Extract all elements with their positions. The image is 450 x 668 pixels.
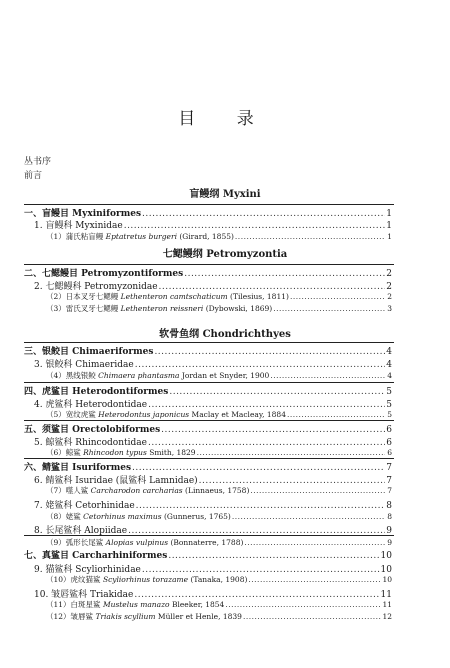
entry-title xyxy=(24,473,198,485)
entry-title xyxy=(24,599,224,610)
toc-entry-species[interactable] xyxy=(24,447,392,459)
entry-title xyxy=(24,279,158,291)
entry-latin-name: Triakis scyllium xyxy=(95,612,156,621)
entry-author: (Tanaka, 1908) xyxy=(188,575,248,584)
entry-latin-name: Chimaera phantasma xyxy=(98,371,180,380)
entry-name: （2）日本叉牙七鳃鳗 xyxy=(46,292,121,301)
entry-author: (Tilesius, 1811) xyxy=(227,292,289,301)
entry-name: （7）噬人鲨 xyxy=(46,486,91,495)
page-number: 4 xyxy=(386,347,392,356)
entry-title xyxy=(24,291,289,302)
entry-latin-name: Carcharodon carcharias xyxy=(90,486,183,495)
toc-entry-species[interactable] xyxy=(24,599,392,611)
entry-title xyxy=(24,218,123,230)
entry-latin-name: Rhincodon typus xyxy=(83,448,147,457)
entry-title xyxy=(24,357,134,369)
dot-leader xyxy=(184,269,385,278)
dot-leader xyxy=(161,425,385,434)
entry-name: 四、虎鲨目 Heterodontiformes xyxy=(24,387,169,396)
entry-name: 1. 盲鳗科 Myxinidae xyxy=(34,221,123,230)
entry-name: 9. 猫鲨科 Scyliorhinidae xyxy=(34,565,141,574)
entry-author: Müller et Henle, 1839 xyxy=(155,612,242,621)
dot-leader xyxy=(124,221,385,230)
section-divider xyxy=(24,342,394,343)
toc-entry-family[interactable] xyxy=(24,397,392,409)
page-number: 11 xyxy=(380,590,392,599)
entry-title xyxy=(24,303,272,314)
entry-name: 10. 皱唇鲨科 Triakidae xyxy=(34,590,134,599)
toc-entry-order[interactable] xyxy=(24,384,392,396)
entry-name: 5. 鲸鲨科 Rhincodontidae xyxy=(34,438,147,447)
entry-name: 7. 姥鲨科 Cetorhinidae xyxy=(34,501,135,510)
page-number: 9 xyxy=(386,526,392,535)
class-heading: 七鳃鳗纲 Petromyzontia xyxy=(162,249,288,260)
dot-leader xyxy=(168,551,379,560)
entry-latin-name: Heterodontus japonicus xyxy=(98,410,190,419)
entry-name: 七、真鲨目 Carcharhiniformes xyxy=(24,551,168,560)
page-number: 5 xyxy=(387,410,392,419)
entry-author: (Gunnerus, 1765) xyxy=(161,512,231,521)
entry-author: Maclay et Macleay, 1884 xyxy=(189,410,286,419)
entry-title xyxy=(24,523,127,535)
entry-author: (Dybowski, 1869) xyxy=(203,304,273,313)
entry-latin-name: Lethenteron reissneri xyxy=(120,304,204,313)
page-number: 10 xyxy=(382,575,392,584)
entry-name: （5）宽纹虎鲨 xyxy=(46,410,99,419)
entry-name: 3. 银鲛科 Chimaeridae xyxy=(34,360,134,369)
toc-entry-order[interactable] xyxy=(24,460,392,472)
page-number: 5 xyxy=(386,400,392,409)
entry-title xyxy=(24,344,153,356)
toc-entry-species[interactable] xyxy=(24,511,392,523)
entry-name: （9）弧形长尾鲨 xyxy=(46,538,106,547)
entry-title xyxy=(24,206,141,218)
page-number: 1 xyxy=(386,209,392,218)
class-heading: 盲鳗纲 Myxini xyxy=(189,189,261,200)
page-number: 4 xyxy=(387,371,392,380)
dot-leader xyxy=(244,538,385,547)
entry-latin-name: Cetorhinus maximus xyxy=(83,512,162,521)
toc-entry-family[interactable] xyxy=(24,498,392,510)
toc-entry-family[interactable] xyxy=(24,279,392,291)
entry-name: 一、盲鳗目 Myxiniformes xyxy=(24,209,142,218)
dot-leader xyxy=(135,360,385,369)
front-item-series-preface[interactable]: 丛书序 xyxy=(24,157,52,167)
dot-leader xyxy=(132,463,385,472)
entry-name: （12）皱唇鲨 xyxy=(46,612,96,621)
entry-name: 4. 虎鲨科 Heterodontidae xyxy=(34,400,148,409)
entry-name: 五、须鲨目 Orectolobiformes xyxy=(24,425,161,434)
toc-entry-family[interactable] xyxy=(24,357,392,369)
entry-name: 六、鲭鲨目 Isuriformes xyxy=(24,463,132,472)
dot-leader xyxy=(273,304,385,313)
entry-name: （1）蒲氏粘盲鳗 xyxy=(46,232,106,241)
entry-title xyxy=(24,485,249,496)
page-number: 11 xyxy=(382,600,392,609)
toc-entry-species[interactable] xyxy=(24,291,392,303)
dot-leader xyxy=(148,400,385,409)
entry-latin-name: Alopias vulpinus xyxy=(105,538,169,547)
page-number: 9 xyxy=(387,538,392,547)
toc-entry-species[interactable] xyxy=(24,231,392,243)
entry-latin-name: Eptatretus burgeri xyxy=(105,232,177,241)
front-item-preface[interactable]: 前言 xyxy=(24,171,43,181)
page-number: 2 xyxy=(386,269,392,278)
toc-entry-species[interactable] xyxy=(24,303,392,315)
entry-author: (Girard, 1855) xyxy=(176,232,234,241)
entry-name: （10）虎纹猫鲨 xyxy=(46,575,103,584)
entry-title xyxy=(24,498,135,510)
toc-entry-species[interactable] xyxy=(24,574,392,586)
page-number: 8 xyxy=(387,512,392,521)
entry-name: 2. 七鳃鳗科 Petromyzonidae xyxy=(34,282,158,291)
toc-entry-species[interactable] xyxy=(24,409,392,421)
entry-name: 6. 鲭鲨科 Isuridae (鼠鲨科 Lamnidae) xyxy=(34,476,198,485)
dot-leader xyxy=(225,600,381,609)
entry-latin-name: Scyliorhinus torazame xyxy=(102,575,189,584)
page-number: 10 xyxy=(380,551,392,560)
dot-leader xyxy=(136,501,385,510)
toc-entry-order[interactable] xyxy=(24,344,392,356)
toc-entry-family[interactable] xyxy=(24,562,392,574)
page-number: 2 xyxy=(386,282,392,291)
page-number: 1 xyxy=(387,232,392,241)
dot-leader xyxy=(232,512,385,521)
toc-entry-species[interactable] xyxy=(24,611,392,623)
section-divider xyxy=(24,535,394,536)
dot-leader xyxy=(199,476,385,485)
entry-name: 二、七鳃鳗目 Petromyzontiformes xyxy=(24,269,184,278)
dot-leader xyxy=(243,612,382,621)
page-number: 1 xyxy=(386,221,392,230)
page-number: 5 xyxy=(386,387,392,396)
toc-entry-order[interactable] xyxy=(24,206,392,218)
entry-latin-name: Lethenteron camtschaticum xyxy=(120,292,228,301)
entry-latin-name: Mustelus manazo xyxy=(102,600,170,609)
toc-entry-family[interactable] xyxy=(24,523,392,535)
section-divider xyxy=(24,204,394,205)
class-heading: 软骨鱼纲 Chondrichthyes xyxy=(159,329,291,340)
toc-entry-order[interactable] xyxy=(24,548,392,560)
page-number: 4 xyxy=(386,360,392,369)
dot-leader xyxy=(159,282,385,291)
entry-title xyxy=(24,435,147,447)
page-number: 2 xyxy=(387,292,392,301)
section-divider xyxy=(24,382,394,383)
entry-title xyxy=(24,574,247,585)
entry-name: （8）姥鲨 xyxy=(46,512,84,521)
entry-title xyxy=(24,562,141,574)
toc-entry-family[interactable] xyxy=(24,435,392,447)
page-title: 目 录 xyxy=(178,109,272,129)
entry-title xyxy=(24,397,147,409)
entry-title xyxy=(24,587,133,599)
entry-title xyxy=(24,511,231,522)
dot-leader xyxy=(134,590,379,599)
page-number: 3 xyxy=(387,304,392,313)
dot-leader xyxy=(235,232,385,241)
dot-leader xyxy=(248,575,381,584)
page-number: 6 xyxy=(386,425,392,434)
dot-leader xyxy=(154,347,385,356)
dot-leader xyxy=(142,209,385,218)
entry-name: （11）白斑星鲨 xyxy=(46,600,103,609)
entry-author: Bleeker, 1854 xyxy=(169,600,225,609)
entry-title xyxy=(24,548,167,560)
toc-entry-order[interactable] xyxy=(24,422,392,434)
entry-name: （4）黑线银鲛 xyxy=(46,371,99,380)
page-number: 7 xyxy=(386,476,392,485)
dot-leader xyxy=(287,410,385,419)
toc-entry-species[interactable] xyxy=(24,370,392,382)
dot-leader xyxy=(270,371,385,380)
entry-name: 三、银鲛目 Chimaeriformes xyxy=(24,347,154,356)
page-number: 7 xyxy=(386,463,392,472)
entry-title xyxy=(24,447,196,458)
entry-title xyxy=(24,409,286,420)
entry-name: 8. 长尾鲨科 Alopiidae xyxy=(34,526,128,535)
dot-leader xyxy=(169,387,385,396)
entry-title xyxy=(24,266,183,278)
toc-entry-order[interactable] xyxy=(24,266,392,278)
entry-title xyxy=(24,231,234,242)
dot-leader xyxy=(250,486,385,495)
entry-title xyxy=(24,384,168,396)
page-number: 6 xyxy=(386,438,392,447)
dot-leader xyxy=(142,565,380,574)
entry-title xyxy=(24,422,160,434)
entry-title xyxy=(24,537,243,548)
dot-leader xyxy=(148,438,385,447)
toc-entry-species[interactable] xyxy=(24,485,392,497)
entry-author: Smith, 1829 xyxy=(146,448,196,457)
entry-title xyxy=(24,611,242,622)
entry-name: （3）雷氏叉牙七鳃鳗 xyxy=(46,304,121,313)
toc-entry-family[interactable] xyxy=(24,587,392,599)
page-number: 10 xyxy=(380,565,392,574)
page-number: 8 xyxy=(386,501,392,510)
dot-leader xyxy=(128,526,385,535)
entry-author: (Linnaeus, 1758) xyxy=(182,486,250,495)
page-number: 6 xyxy=(387,448,392,457)
entry-title xyxy=(24,460,131,472)
entry-author: Jordan et Snyder, 1900 xyxy=(179,371,270,380)
entry-title xyxy=(24,370,269,381)
dot-leader xyxy=(197,448,385,457)
page-number: 12 xyxy=(382,612,392,621)
section-divider xyxy=(24,264,394,265)
dot-leader xyxy=(290,292,385,301)
toc-entry-family[interactable] xyxy=(24,218,392,230)
entry-author: (Bonnaterre, 1788) xyxy=(168,538,244,547)
page-number: 7 xyxy=(387,486,392,495)
toc-entry-family[interactable] xyxy=(24,473,392,485)
entry-name: （6）鲸鲨 xyxy=(46,448,84,457)
